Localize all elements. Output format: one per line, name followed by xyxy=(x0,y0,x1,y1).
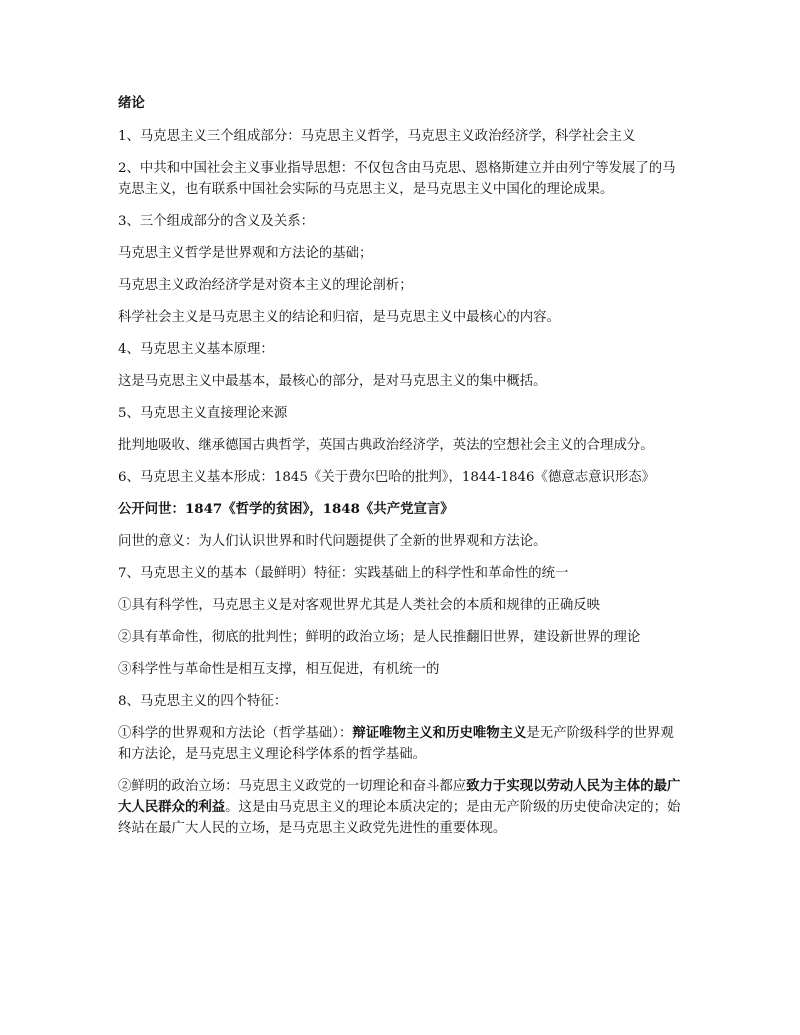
paragraph-20-lead: ②鲜明的政治立场：马克思主义政党的一切理论和奋斗都应 xyxy=(118,779,467,794)
paragraph-3: 3、三个组成部分的含义及关系： xyxy=(118,214,314,229)
paragraph-19 xyxy=(118,723,683,765)
paragraph-11: 6、马克思主义基本形成：1845《关于费尔巴哈的批判》，1844-1846《德意志意识形态》 xyxy=(118,470,656,485)
paragraph-16: ②具有革命性，彻底的批判性；鲜明的政治立场；是人民推翻旧世界，建设新世界的理论 xyxy=(118,630,641,645)
paragraph-19-tail: 是无产阶级科学的世界观和方法论，是马克思主义理论科学体系的哲学基础。 xyxy=(118,726,674,762)
paragraph-1: 1、马克思主义三个组成部分：马克思主义哲学，马克思主义政治经济学，科学社会主义 xyxy=(118,129,636,144)
paragraph-20-emphasis: 致力于实现以劳动人民为主体的最广大人民群众的利益 xyxy=(118,778,681,815)
paragraph-19-emphasis: 辩证唯物主义和历史唯物主义 xyxy=(352,725,527,741)
paragraph-12: 公开问世：1847《哲学的贫困》，1848《共产党宣言》 xyxy=(118,501,454,517)
paragraph-14: 7、马克思主义的基本（最鲜明）特征：实践基础上的科学性和革命性的统一 xyxy=(118,566,569,581)
document-body xyxy=(118,93,683,850)
paragraph-10: 批判地吸收、继承德国古典哲学，英国古典政治经济学，英法的空想社会主义的合理成分。 xyxy=(118,438,654,453)
paragraph-17: ③科学性与革命性是相互支撑，相互促进，有机统一的 xyxy=(118,662,440,677)
paragraph-20 xyxy=(118,776,683,839)
paragraph-2: 2、中共和中国社会主义事业指导思想：不仅包含由马克思、恩格斯建立并由列宁等发展了的马克思主义，也有联系中国社会实际的马克思主义，是马克思主义中国化的理论成果。 xyxy=(118,161,676,197)
paragraph-15: ①具有科学性，马克思主义是对客观世界尤其是人类社会的本质和规律的正确反映 xyxy=(118,598,601,613)
paragraph-9: 5、马克思主义直接理论来源 xyxy=(118,406,288,421)
section-title: 绪论 xyxy=(118,95,145,111)
paragraph-8: 这是马克思主义中最基本，最核心的部分，是对马克思主义的集中概括。 xyxy=(118,374,547,389)
paragraph-13: 问世的意义：为人们认识世界和时代问题提供了全新的世界观和方法论。 xyxy=(118,534,547,549)
paragraph-18: 8、马克思主义的四个特征： xyxy=(118,694,288,709)
paragraph-19-lead: ①科学的世界观和方法论（哲学基础）： xyxy=(118,726,353,741)
paragraph-20-tail: 。这是由马克思主义的理论本质决定的；是由无产阶级的历史使命决定的；始终站在最广大人民的立场，是马克思主义政党先进性的重要体现。 xyxy=(118,800,681,836)
paragraph-4: 马克思主义哲学是世界观和方法论的基础； xyxy=(118,246,373,261)
paragraph-6: 科学社会主义是马克思主义的结论和归宿，是马克思主义中最核心的内容。 xyxy=(118,310,560,325)
paragraph-7: 4、马克思主义基本原理： xyxy=(118,342,274,357)
paragraph-5: 马克思主义政治经济学是对资本主义的理论剖析； xyxy=(118,278,413,293)
